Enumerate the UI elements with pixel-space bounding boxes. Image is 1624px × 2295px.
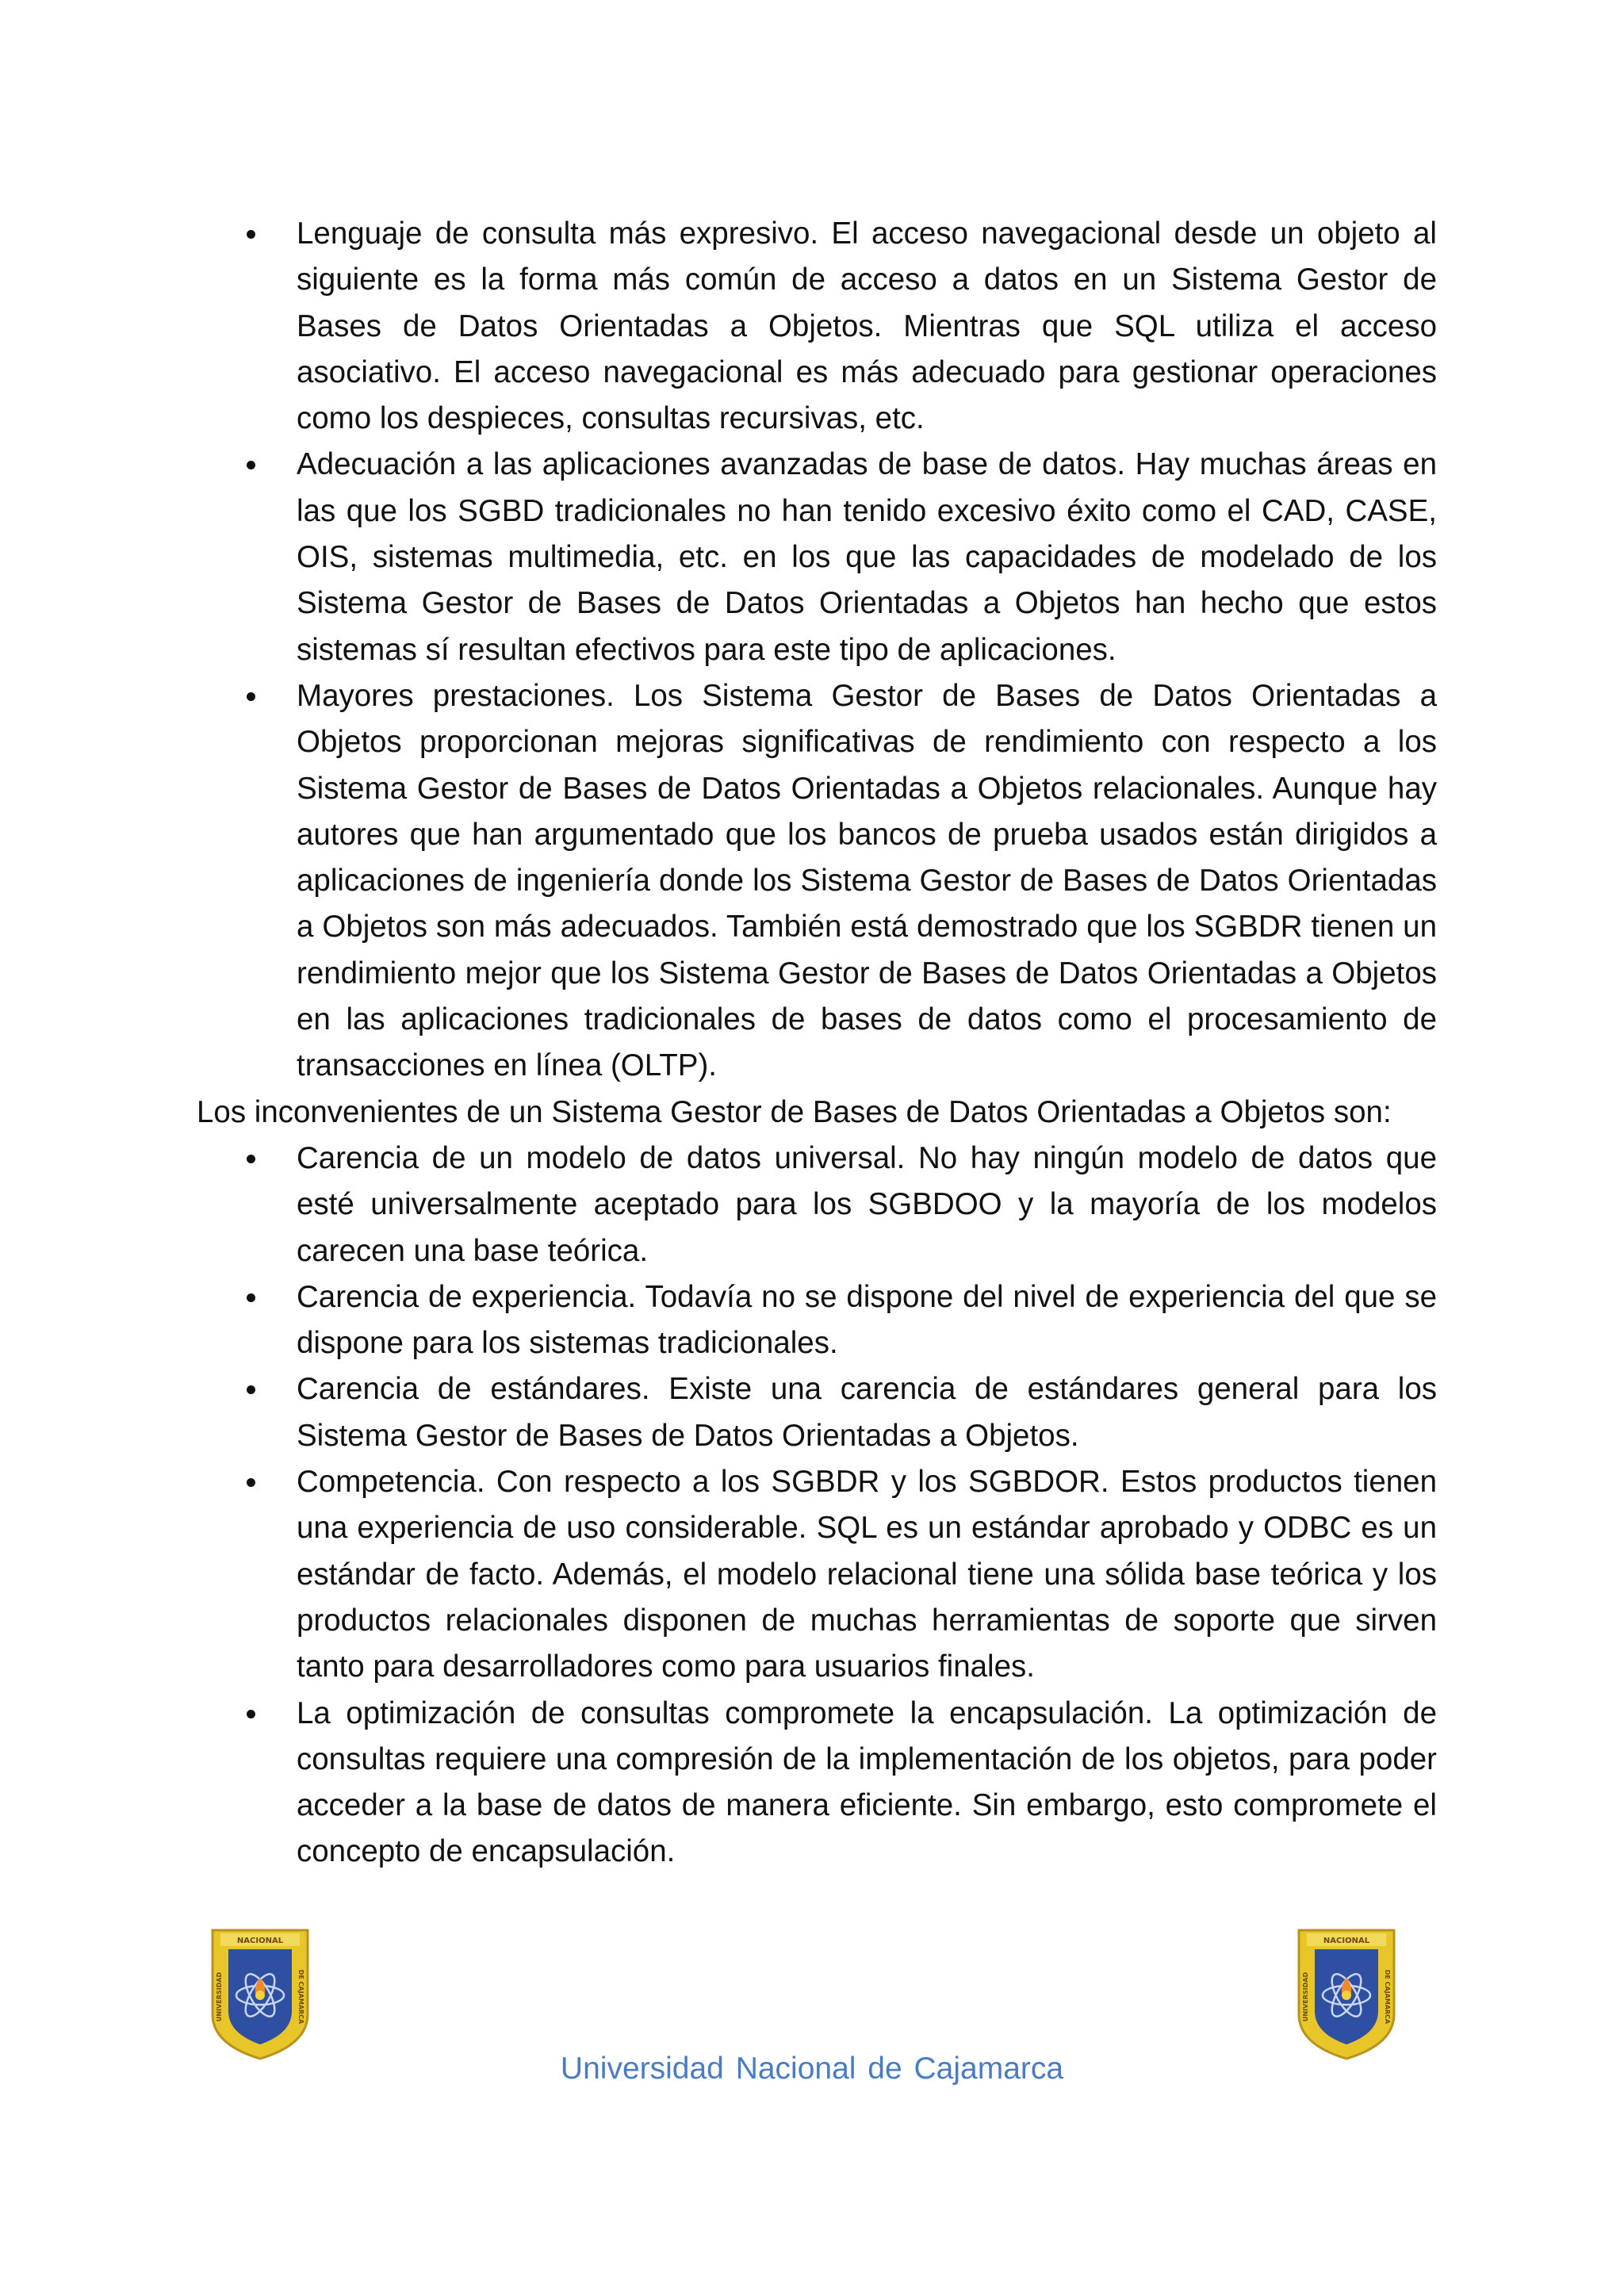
footer-university-name: Universidad Nacional de Cajamarca <box>560 2052 1064 2086</box>
list-item-text: Lenguaje de consulta más expresivo. El acceso navegacional desde un objeto al siguiente es la forma más común de acceso a datos en un Sistema Gestor de Bases de Datos Orientadas a Objetos. Mientras que SQL utiliza el acceso asociativo. El acceso navegacional es más adecuado para gestionar operaciones como los despieces, consultas recursivas, etc. <box>297 216 1437 436</box>
list-item <box>297 1136 1437 1274</box>
list-item <box>297 1274 1437 1367</box>
disadvantages-list <box>197 1136 1437 1875</box>
list-item-text: Carencia de experiencia. Todavía no se dispone del nivel de experiencia del que se dispone para los sistemas tradicionales. <box>297 1279 1437 1361</box>
list-item <box>297 1691 1437 1875</box>
list-item-text: Adecuación a las aplicaciones avanzadas de base de datos. Hay muchas áreas en las que los SGBD tradicionales no han tenido excesivo éxito como el CAD, CASE, OIS, sistemas multimedia, etc. en los que las capacidades de modelado de los Sistema Gestor de Bases de Datos Orientadas a Objetos han hecho que estos sistemas sí resultan efectivos para este tipo de aplicaciones. <box>297 447 1437 667</box>
list-item-text: Competencia. Con respecto a los SGBDR y los SGBDOR. Estos productos tienen una experiencia de uso considerable. SQL es un estándar aprobado y ODBC es un estándar de facto. Además, el modelo relacional tiene una sólida base teórica y los productos relacionales disponen de muchas herramientas de soporte que sirven tanto para desarrolladores como para usuarios finales. <box>297 1465 1437 1684</box>
svg-text:UNIVERSIDAD: UNIVERSIDAD <box>1302 1971 1309 2022</box>
list-item <box>297 673 1437 1090</box>
disadvantages-intro: Los inconvenientes de un Sistema Gestor de Bases de Datos Orientadas a Objetos son: <box>197 1094 1392 1129</box>
list-item <box>297 1459 1437 1690</box>
list-item <box>297 1366 1437 1459</box>
bullet-icon <box>247 1385 255 1394</box>
list-item-text: La optimización de consultas compromete la encapsulación. La optimización de consultas requiere una compresión de la implementación de los objetos, para poder acceder a la base de datos de manera eficiente. Sin embargo, esto compromete el concepto de encapsulación. <box>297 1695 1437 1869</box>
bullet-icon <box>247 1710 255 1718</box>
university-emblem-icon <box>209 1925 311 2062</box>
svg-text:DE CAJAMARCA: DE CAJAMARCA <box>297 1969 304 2025</box>
bullet-icon <box>247 692 255 701</box>
svg-text:NACIONAL: NACIONAL <box>1323 1937 1370 1945</box>
list-item-text: Carencia de estándares. Existe una carencia de estándares general para los Sistema Gestor de Bases de Datos Orientadas a Objetos. <box>297 1372 1437 1453</box>
bullet-icon <box>247 1155 255 1163</box>
list-item-text: Carencia de un modelo de datos universal. No hay ningún modelo de datos que esté universalmente aceptado para los SGBDOO y la mayoría de los modelos carecen una base teórica. <box>297 1140 1437 1268</box>
svg-text:UNIVERSIDAD: UNIVERSIDAD <box>216 1971 223 2022</box>
bullet-icon <box>247 461 255 469</box>
bullet-icon <box>247 230 255 239</box>
list-item-text: Mayores prestaciones. Los Sistema Gestor de Bases de Datos Orientadas a Objetos proporcionan mejoras significativas de rendimiento con respecto a los Sistema Gestor de Bases de Datos Orientadas a Objetos relacionales. Aunque hay autores que han argumentado que los bancos de prueba usados están dirigidos a aplicaciones de ingeniería donde los Sistema Gestor de Bases de Datos Orientadas a Objetos son más adecuados. También está demostrado que los SGBDR tienen un rendimiento mejor que los Sistema Gestor de Bases de Datos Orientadas a Objetos en las aplicaciones tradicionales de bases de datos como el procesamiento de transacciones en línea (OLTP). <box>297 678 1437 1083</box>
advantages-list <box>197 211 1437 1090</box>
list-item <box>297 442 1437 672</box>
bullet-icon <box>247 1293 255 1302</box>
svg-text:DE CAJAMARCA: DE CAJAMARCA <box>1384 1969 1391 2025</box>
svg-text:NACIONAL: NACIONAL <box>236 1937 284 1945</box>
university-emblem-icon <box>1296 1925 1397 2062</box>
page-content <box>197 211 1437 1875</box>
bullet-icon <box>247 1478 255 1487</box>
list-item <box>297 211 1437 442</box>
